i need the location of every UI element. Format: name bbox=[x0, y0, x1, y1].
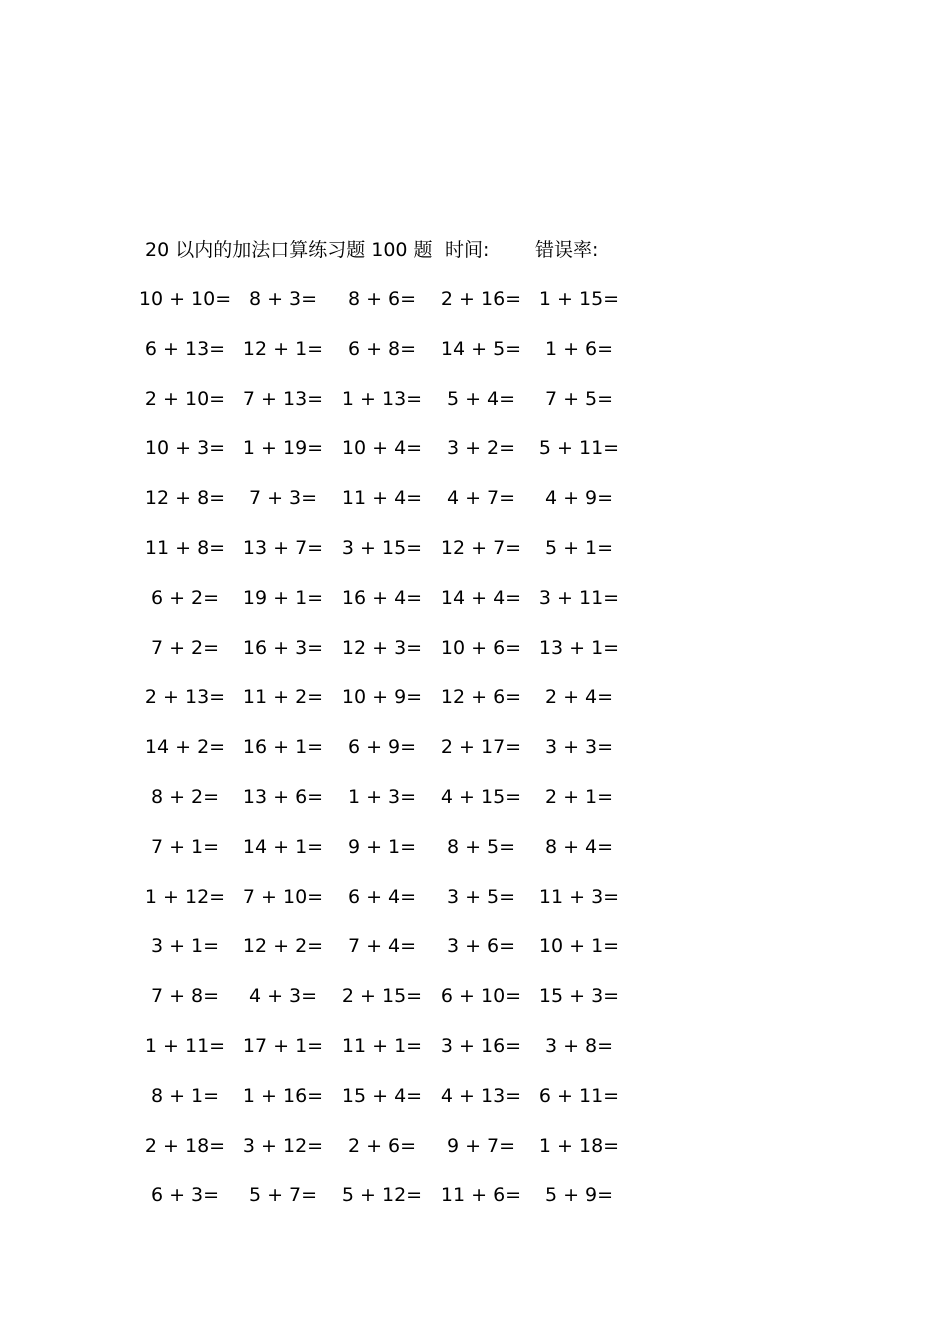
addition-problem: 1 + 18= bbox=[538, 1134, 620, 1157]
addition-problem: 16 + 3= bbox=[242, 636, 324, 659]
addition-problem: 3 + 15= bbox=[341, 536, 423, 559]
addition-problem: 10 + 6= bbox=[440, 636, 522, 659]
addition-problem: 3 + 3= bbox=[544, 736, 614, 759]
addition-problem: 7 + 3= bbox=[248, 487, 318, 510]
addition-problem: 16 + 1= bbox=[242, 736, 324, 759]
addition-problem: 7 + 8= bbox=[150, 985, 220, 1008]
addition-problem: 13 + 7= bbox=[242, 536, 324, 559]
addition-problem: 1 + 11= bbox=[144, 1034, 226, 1057]
addition-problem: 8 + 6= bbox=[347, 288, 417, 310]
addition-problem: 12 + 3= bbox=[341, 636, 423, 659]
addition-problem: 2 + 1= bbox=[544, 785, 614, 808]
addition-problem: 12 + 1= bbox=[242, 337, 324, 360]
addition-problem: 11 + 2= bbox=[242, 686, 324, 709]
problem-row bbox=[140, 682, 640, 732]
problem-row bbox=[140, 583, 640, 633]
addition-problem: 1 + 6= bbox=[544, 337, 614, 360]
addition-problem: 5 + 12= bbox=[341, 1184, 423, 1207]
addition-problem: 1 + 13= bbox=[341, 387, 423, 410]
addition-problem: 13 + 6= bbox=[242, 785, 324, 808]
addition-problem: 1 + 15= bbox=[538, 288, 620, 310]
problem-row bbox=[140, 433, 640, 483]
addition-problem: 2 + 18= bbox=[144, 1134, 226, 1157]
addition-problem: 6 + 11= bbox=[538, 1084, 620, 1107]
problem-row bbox=[140, 1180, 640, 1230]
addition-problem: 3 + 6= bbox=[446, 935, 516, 958]
problem-row bbox=[140, 483, 640, 533]
addition-problem: 7 + 4= bbox=[347, 935, 417, 958]
error-rate-label: 错误率: bbox=[535, 239, 599, 261]
problem-row bbox=[140, 533, 640, 583]
addition-problem: 7 + 1= bbox=[150, 835, 220, 858]
addition-problem: 3 + 11= bbox=[538, 586, 620, 609]
addition-problem: 15 + 4= bbox=[341, 1084, 423, 1107]
problem-row bbox=[140, 633, 640, 683]
addition-problem: 12 + 8= bbox=[144, 487, 226, 510]
addition-problem: 6 + 8= bbox=[347, 337, 417, 360]
addition-problem: 10 + 3= bbox=[144, 437, 226, 460]
addition-problem: 1 + 16= bbox=[242, 1084, 324, 1107]
problem-row bbox=[140, 1031, 640, 1081]
addition-problem: 1 + 19= bbox=[242, 437, 324, 460]
addition-problem: 19 + 1= bbox=[242, 586, 324, 609]
time-label: 时间: bbox=[445, 239, 490, 261]
problem-row bbox=[140, 882, 640, 932]
addition-problem: 8 + 3= bbox=[248, 288, 318, 310]
problem-row bbox=[140, 832, 640, 882]
addition-problem: 1 + 3= bbox=[347, 785, 417, 808]
problem-row bbox=[140, 782, 640, 832]
problem-row bbox=[140, 334, 640, 384]
addition-problem: 9 + 1= bbox=[347, 835, 417, 858]
worksheet-title: 20 以内的加法口算练习题 100 题 bbox=[145, 239, 433, 261]
problem-grid bbox=[140, 284, 640, 1230]
addition-problem: 4 + 7= bbox=[446, 487, 516, 510]
addition-problem: 14 + 4= bbox=[440, 586, 522, 609]
addition-problem: 11 + 8= bbox=[144, 536, 226, 559]
addition-problem: 3 + 16= bbox=[440, 1034, 522, 1057]
problem-row bbox=[140, 1131, 640, 1181]
problem-row bbox=[140, 931, 640, 981]
addition-problem: 2 + 15= bbox=[341, 985, 423, 1008]
problem-row bbox=[140, 384, 640, 434]
addition-problem: 15 + 3= bbox=[538, 985, 620, 1008]
worksheet-header bbox=[145, 236, 765, 264]
addition-problem: 6 + 10= bbox=[440, 985, 522, 1008]
addition-problem: 5 + 9= bbox=[544, 1184, 614, 1207]
addition-problem: 12 + 6= bbox=[440, 686, 522, 709]
addition-problem: 7 + 2= bbox=[150, 636, 220, 659]
addition-problem: 8 + 4= bbox=[544, 835, 614, 858]
addition-problem: 14 + 5= bbox=[440, 337, 522, 360]
problem-row bbox=[140, 284, 640, 334]
addition-problem: 6 + 13= bbox=[144, 337, 226, 360]
addition-problem: 10 + 1= bbox=[538, 935, 620, 958]
addition-problem: 14 + 1= bbox=[242, 835, 324, 858]
addition-problem: 7 + 13= bbox=[242, 387, 324, 410]
addition-problem: 10 + 9= bbox=[341, 686, 423, 709]
addition-problem: 3 + 1= bbox=[150, 935, 220, 958]
addition-problem: 2 + 6= bbox=[347, 1134, 417, 1157]
addition-problem: 11 + 1= bbox=[341, 1034, 423, 1057]
addition-problem: 2 + 13= bbox=[144, 686, 226, 709]
addition-problem: 17 + 1= bbox=[242, 1034, 324, 1057]
addition-problem: 8 + 1= bbox=[150, 1084, 220, 1107]
addition-problem: 2 + 4= bbox=[544, 686, 614, 709]
addition-problem: 4 + 13= bbox=[440, 1084, 522, 1107]
addition-problem: 2 + 17= bbox=[440, 736, 522, 759]
addition-problem: 7 + 10= bbox=[242, 885, 324, 908]
addition-problem: 4 + 15= bbox=[440, 785, 522, 808]
addition-problem: 3 + 12= bbox=[242, 1134, 324, 1157]
addition-problem: 2 + 10= bbox=[144, 387, 226, 410]
addition-problem: 11 + 3= bbox=[538, 885, 620, 908]
addition-problem: 3 + 5= bbox=[446, 885, 516, 908]
addition-problem: 9 + 7= bbox=[446, 1134, 516, 1157]
problem-row bbox=[140, 732, 640, 782]
addition-problem: 6 + 2= bbox=[150, 586, 220, 609]
addition-problem: 6 + 9= bbox=[347, 736, 417, 759]
addition-problem: 3 + 2= bbox=[446, 437, 516, 460]
addition-problem: 12 + 2= bbox=[242, 935, 324, 958]
addition-problem: 3 + 8= bbox=[544, 1034, 614, 1057]
addition-problem: 1 + 12= bbox=[144, 885, 226, 908]
addition-problem: 10 + 10= bbox=[138, 288, 232, 310]
addition-problem: 8 + 5= bbox=[446, 835, 516, 858]
addition-problem: 4 + 9= bbox=[544, 487, 614, 510]
problem-row bbox=[140, 1081, 640, 1131]
addition-problem: 10 + 4= bbox=[341, 437, 423, 460]
addition-problem: 13 + 1= bbox=[538, 636, 620, 659]
addition-problem: 2 + 16= bbox=[440, 288, 522, 310]
addition-problem: 5 + 7= bbox=[248, 1184, 318, 1207]
addition-problem: 7 + 5= bbox=[544, 387, 614, 410]
addition-problem: 12 + 7= bbox=[440, 536, 522, 559]
addition-problem: 11 + 6= bbox=[440, 1184, 522, 1207]
addition-problem: 8 + 2= bbox=[150, 785, 220, 808]
addition-problem: 6 + 3= bbox=[150, 1184, 220, 1207]
problem-row bbox=[140, 981, 640, 1031]
addition-problem: 4 + 3= bbox=[248, 985, 318, 1008]
addition-problem: 11 + 4= bbox=[341, 487, 423, 510]
addition-problem: 5 + 1= bbox=[544, 536, 614, 559]
addition-problem: 5 + 4= bbox=[446, 387, 516, 410]
addition-problem: 5 + 11= bbox=[538, 437, 620, 460]
addition-problem: 6 + 4= bbox=[347, 885, 417, 908]
addition-problem: 14 + 2= bbox=[144, 736, 226, 759]
addition-problem: 16 + 4= bbox=[341, 586, 423, 609]
